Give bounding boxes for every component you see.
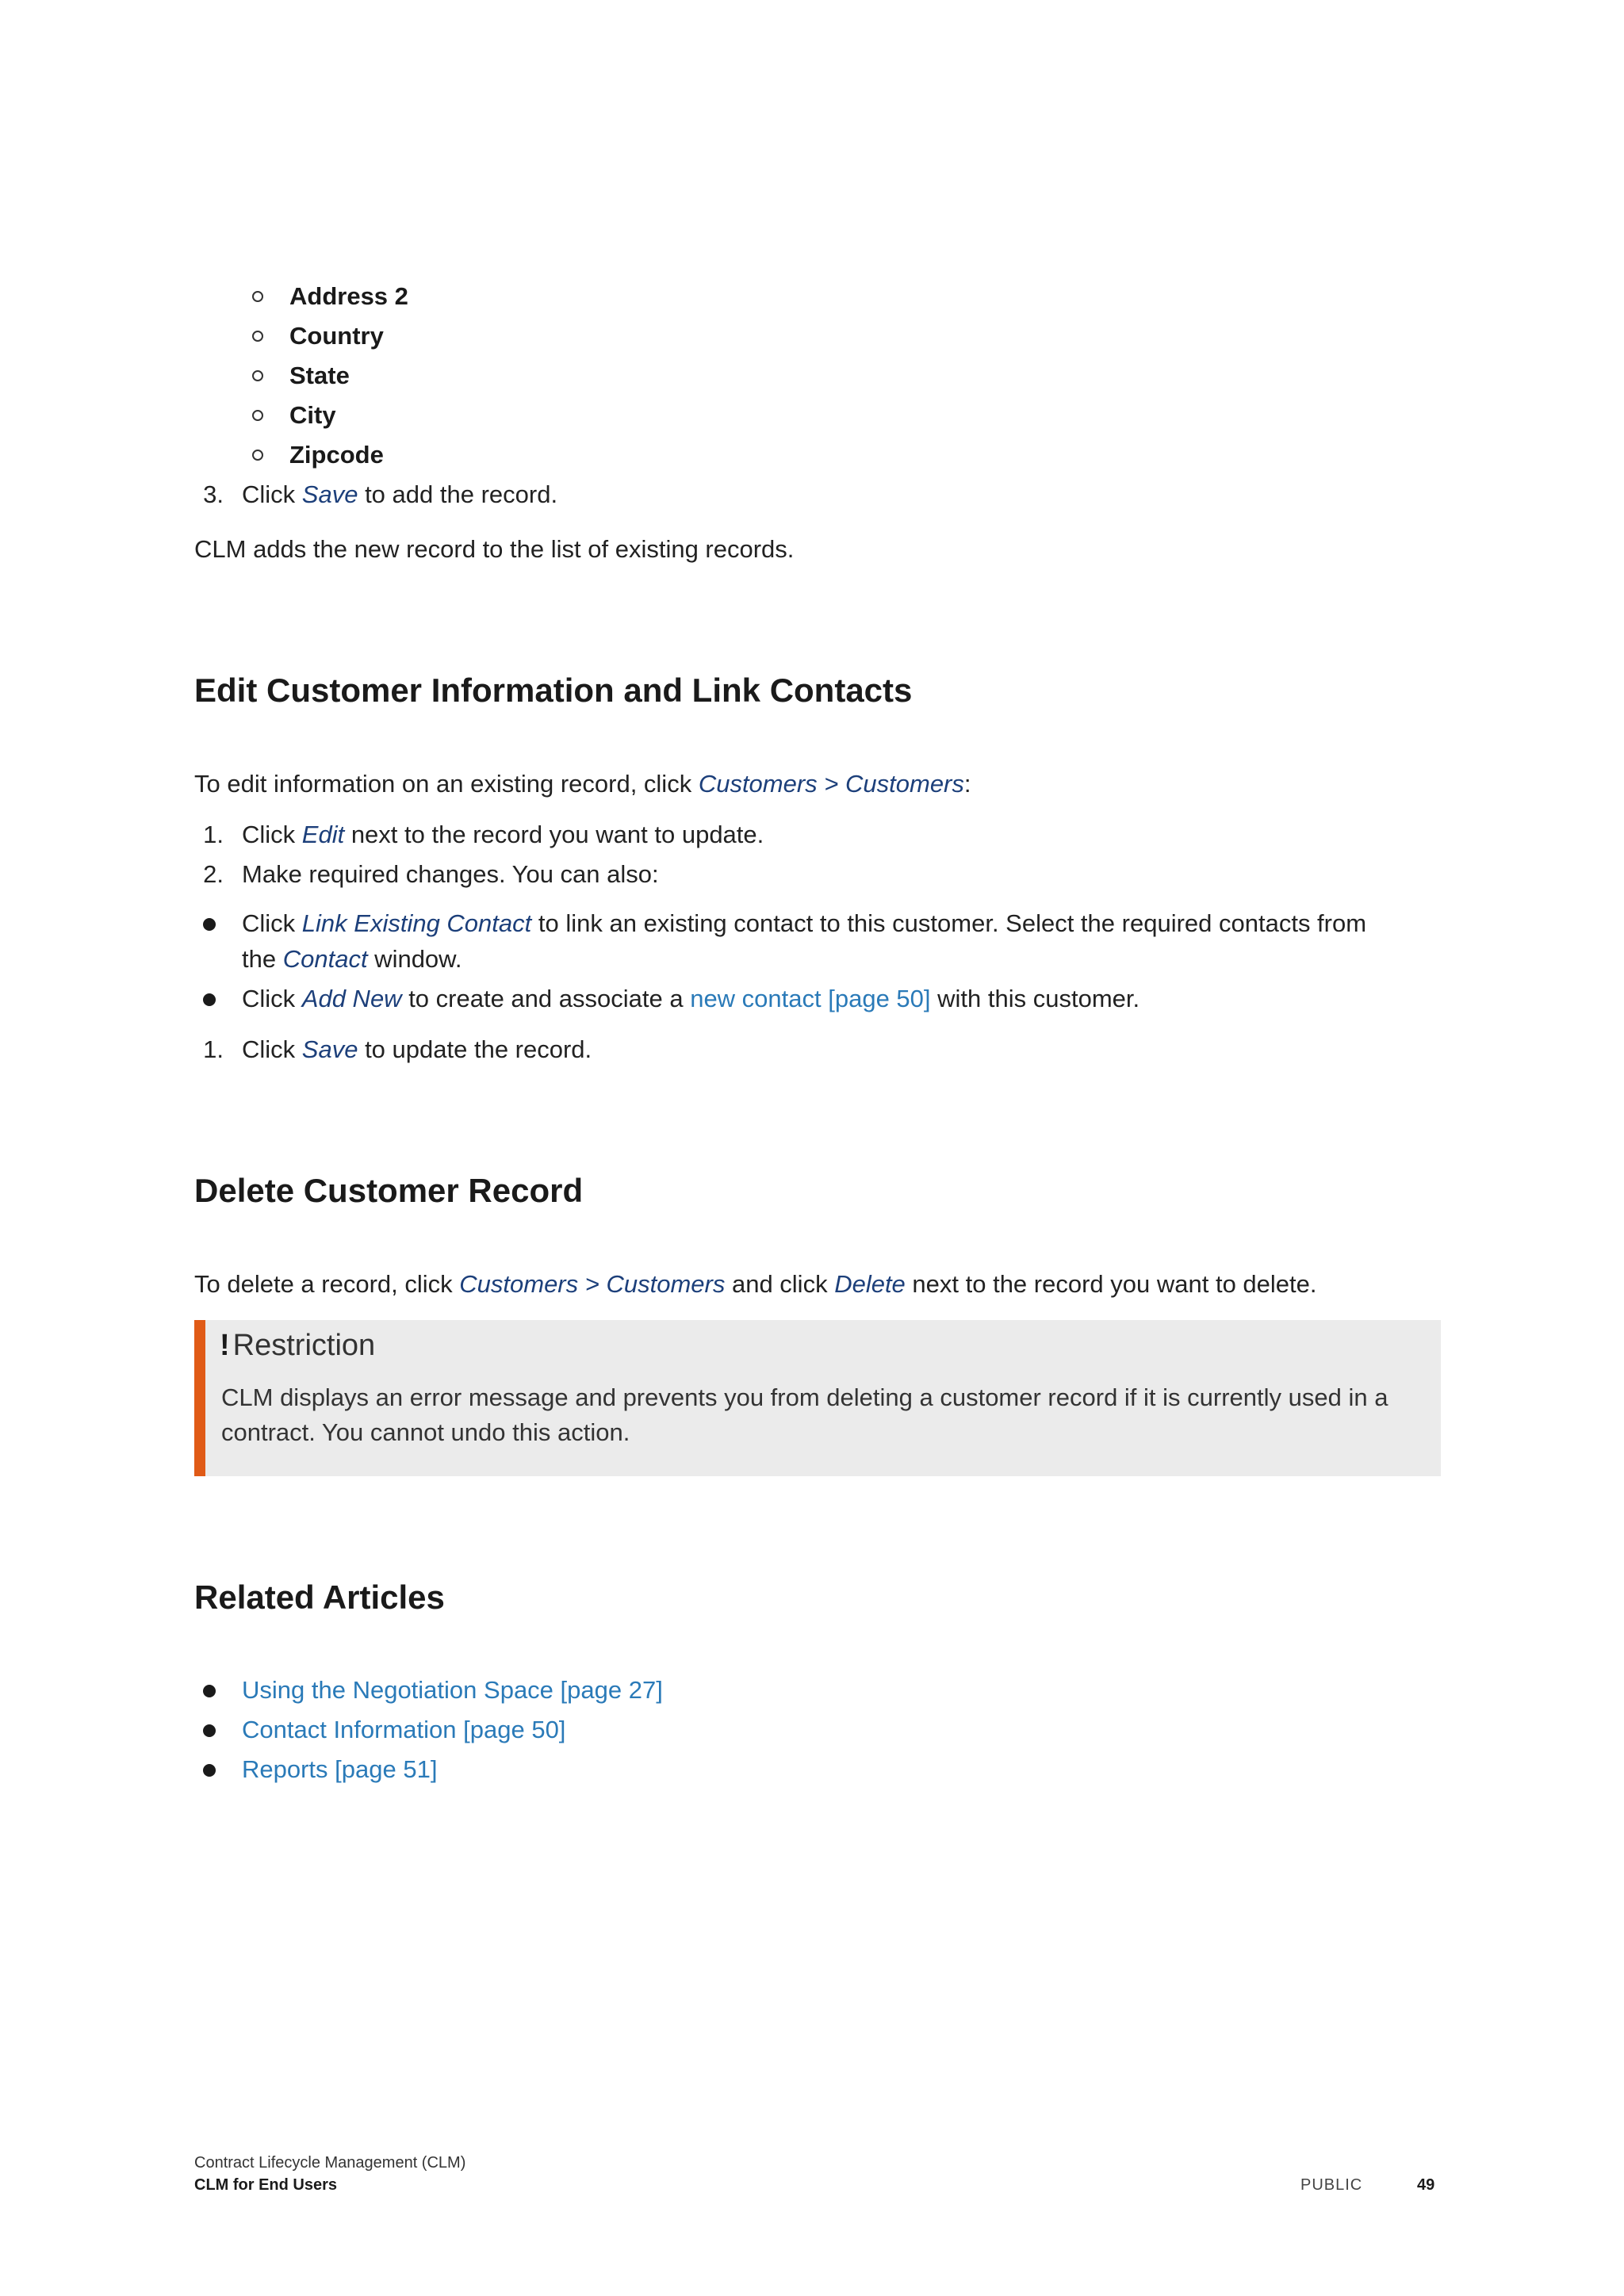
- bullet-icon: [203, 993, 216, 1006]
- step-3-text: [242, 477, 557, 512]
- footer-classification: PUBLIC: [1300, 2176, 1363, 2194]
- step-number: 3.: [203, 480, 224, 508]
- bullet-text: window.: [367, 945, 462, 973]
- footer-doc-subtitle: CLM for End Users: [194, 2176, 338, 2194]
- edit-step-1: [242, 817, 764, 852]
- list-item: State: [289, 362, 350, 389]
- delete-section-heading: Delete Customer Record: [194, 1172, 584, 1209]
- restriction-body-line1: CLM displays an error message and prevents you from deleting a customer record if it is currently used in a: [221, 1383, 1388, 1411]
- edit-section-heading: Edit Customer Information and Link Contacts: [194, 672, 913, 709]
- bullet-icon: [203, 1764, 216, 1777]
- step-text: to add the record.: [358, 480, 558, 508]
- step-text: to update the record.: [358, 1035, 592, 1063]
- step-number: 1.: [203, 821, 224, 848]
- bullet-icon: [203, 1724, 216, 1737]
- edit-intro: [194, 767, 971, 802]
- step-text: Click: [242, 1035, 302, 1063]
- bullet-icon: [203, 1685, 216, 1697]
- list-item: City: [289, 401, 336, 429]
- step-text: Click: [242, 821, 302, 848]
- save-ref: Save: [301, 1035, 358, 1063]
- delete-text: To delete a record, click: [194, 1270, 460, 1298]
- link-existing-contact-ref: Link Existing Contact: [301, 909, 532, 937]
- list-item: Zipcode: [289, 441, 384, 469]
- restriction-title: [220, 1325, 375, 1366]
- bullet-text: to create and associate a: [401, 985, 691, 1012]
- step-text: next to the record you want to update.: [344, 821, 764, 848]
- circle-bullet-icon: [252, 450, 263, 461]
- exclamation-icon: !: [220, 1329, 230, 1362]
- step-number: 2.: [203, 860, 224, 888]
- circle-bullet-icon: [252, 291, 263, 302]
- reports-link[interactable]: Reports [page 51]: [242, 1755, 438, 1783]
- negotiation-space-link[interactable]: Using the Negotiation Space [page 27]: [242, 1676, 663, 1704]
- bullet-text: Click: [242, 985, 302, 1012]
- delete-text: and click: [725, 1270, 835, 1298]
- bullet-add-new: [242, 982, 1139, 1016]
- customers-path-ref: Customers > Customers: [698, 770, 964, 798]
- edit-step-save: [242, 1032, 592, 1067]
- bullet-link-contact: [242, 906, 1366, 941]
- intro-text: :: [963, 770, 971, 798]
- delete-instructions: [194, 1267, 1317, 1302]
- save-ref: Save: [301, 480, 358, 508]
- edit-ref: Edit: [301, 821, 345, 848]
- related-articles-heading: Related Articles: [194, 1578, 445, 1616]
- delete-text: next to the record you want to delete.: [905, 1270, 1317, 1298]
- adds-note: CLM adds the new record to the list of existing records.: [194, 535, 795, 563]
- bullet-icon: [203, 918, 216, 931]
- list-item: Country: [289, 322, 384, 350]
- bullet-link-contact-line2: [242, 942, 462, 977]
- restriction-title-text: Restriction: [232, 1329, 376, 1362]
- step-number: 1.: [203, 1035, 224, 1063]
- bullet-text: to link an existing contact to this customer. Select the required contacts from: [531, 909, 1367, 937]
- intro-text: To edit information on an existing record, click: [194, 770, 699, 798]
- customers-path-ref: Customers > Customers: [459, 1270, 726, 1298]
- circle-bullet-icon: [252, 331, 263, 342]
- contact-information-link[interactable]: Contact Information [page 50]: [242, 1716, 566, 1743]
- bullet-text: the: [242, 945, 283, 973]
- step-text: Click: [242, 480, 302, 508]
- circle-bullet-icon: [252, 370, 263, 381]
- delete-ref: Delete: [834, 1270, 906, 1298]
- bullet-text: with this customer.: [930, 985, 1140, 1012]
- new-contact-link[interactable]: new contact [page 50]: [690, 985, 931, 1012]
- restriction-body-line2: contract. You cannot undo this action.: [221, 1418, 630, 1446]
- edit-step-2: Make required changes. You can also:: [242, 860, 659, 888]
- circle-bullet-icon: [252, 410, 263, 421]
- bullet-text: Click: [242, 909, 302, 937]
- list-item: Address 2: [289, 282, 408, 310]
- footer-doc-title: Contract Lifecycle Management (CLM): [194, 2154, 466, 2172]
- footer-page-number: 49: [1417, 2176, 1435, 2194]
- contact-window-ref: Contact: [282, 945, 368, 973]
- add-new-ref: Add New: [301, 985, 402, 1012]
